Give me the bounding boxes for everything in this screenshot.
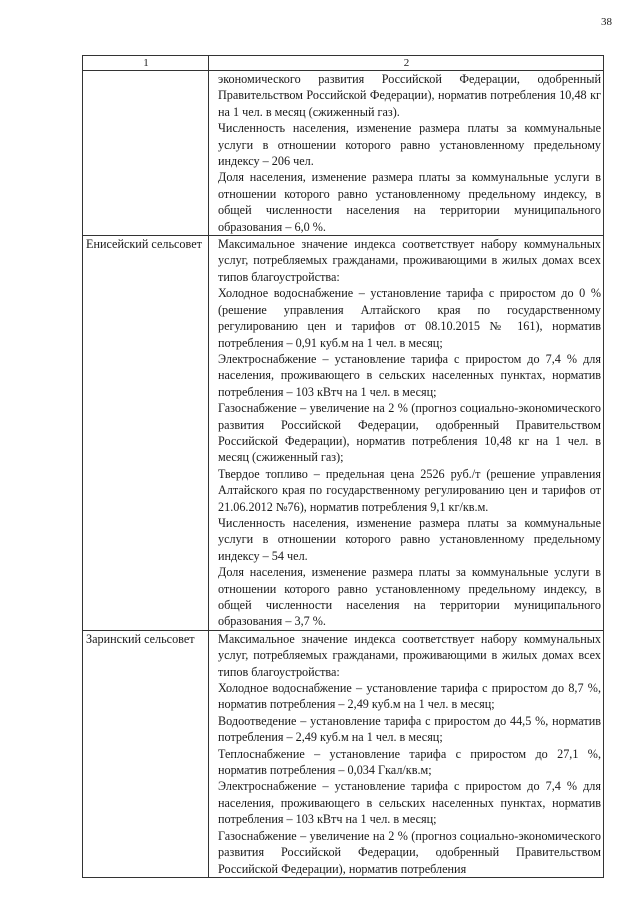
paragraph: Максимальное значение индекса соответствует набору коммунальных услуг, потребляемых гражданами, проживающими в жилых домах всех типов благоустройства: <box>218 631 601 679</box>
paragraph: экономического развития Российской Федерации, одобренный Правительством Российской Федерации), норматив потребления 10,48 кг на 1 чел. в месяц (сжиженный газ). <box>218 72 601 119</box>
paragraph: Электроснабжение – установление тарифа с приростом до 7,4 % для населения, проживающего в сельских населенных пунктах, норматив потребления – 103 кВтч на 1 чел. в месяц; <box>218 351 601 399</box>
document-table <box>82 55 604 878</box>
description-cell <box>209 71 604 236</box>
paragraph: Максимальное значение индекса соответствует набору коммунальных услуг, потребляемых гражданами, проживающими в жилых домах всех типов благоустройства: <box>218 237 601 284</box>
table-row <box>83 71 604 236</box>
table-header-row <box>83 56 604 71</box>
paragraph: Численность населения, изменение размера платы за коммунальные услуги в отношении которого равно установленному предельному индексу – 206 чел. <box>218 121 601 169</box>
table-row <box>83 630 604 877</box>
paragraph: Доля населения, изменение размера платы за коммунальные услуги в отношении которого равно установленному предельному индексу, в общей численности населения на территории муниципального образования – 3,7 %. <box>218 565 601 629</box>
paragraph: Холодное водоснабжение – установление тарифа с приростом до 0 % (решение управления Алтайского края по государственному регулированию цен и тарифов от 08.10.2015 № 161), норматив потребления – 0,91 куб.м на 1 чел. в месяц; <box>218 286 601 350</box>
paragraph: Электроснабжение – установление тарифа с приростом до 7,4 % для населения, проживающего в сельских населенных пунктах, норматив потребления – 103 кВтч на 1 чел. в месяц; <box>218 779 601 827</box>
paragraph: Газоснабжение – увеличение на 2 % (прогноз социально-экономического развития Российской Федерации, одобренный Правительством Российской Федерации), норматив потребления <box>218 828 601 876</box>
description-cell <box>209 630 604 877</box>
table-row <box>83 236 604 631</box>
municipality-name: Заринский сельсовет <box>83 630 209 877</box>
paragraph: Теплоснабжение – установление тарифа с приростом до 27,1 %, норматив потребления – 0,034 Гкал/кв.м; <box>218 746 601 778</box>
paragraph: Холодное водоснабжение – установление тарифа с приростом до 8,7 %, норматив потребления – 2,49 куб.м на 1 чел. в месяц; <box>218 681 601 712</box>
paragraph: Твердое топливо – предельная цена 2526 руб./т (решение управления Алтайского края по государственному регулированию цен и тарифов от 21.06.2012 №76), норматив потребления 9,1 кг/кв.м. <box>218 466 601 514</box>
municipality-name: Енисейский сельсовет <box>83 236 209 631</box>
paragraph: Водоотведение – установление тарифа с приростом до 44,5 %, норматив потребления – 2,49 куб.м на 1 чел. в месяц; <box>218 713 601 745</box>
column-header-1: 1 <box>83 56 209 71</box>
paragraph: Газоснабжение – увеличение на 2 % (прогноз социально-экономического развития Российской Федерации, одобренный Правительством Российской Федерации), норматив потребления 10,48 кг на 1 чел. в месяц (сжиженный газ); <box>218 401 601 465</box>
paragraph: Численность населения, изменение размера платы за коммунальные услуги в отношении которого равно установленному предельному индексу – 54 чел. <box>218 515 601 563</box>
column-header-2: 2 <box>209 56 604 71</box>
description-cell <box>209 236 604 631</box>
municipality-name <box>83 71 209 236</box>
page-number: 38 <box>601 16 612 28</box>
paragraph: Доля населения, изменение размера платы за коммунальные услуги в отношении которого равно установленному предельному индексу, в общей численности населения на территории муниципального образования – 6,0 %. <box>218 170 601 234</box>
